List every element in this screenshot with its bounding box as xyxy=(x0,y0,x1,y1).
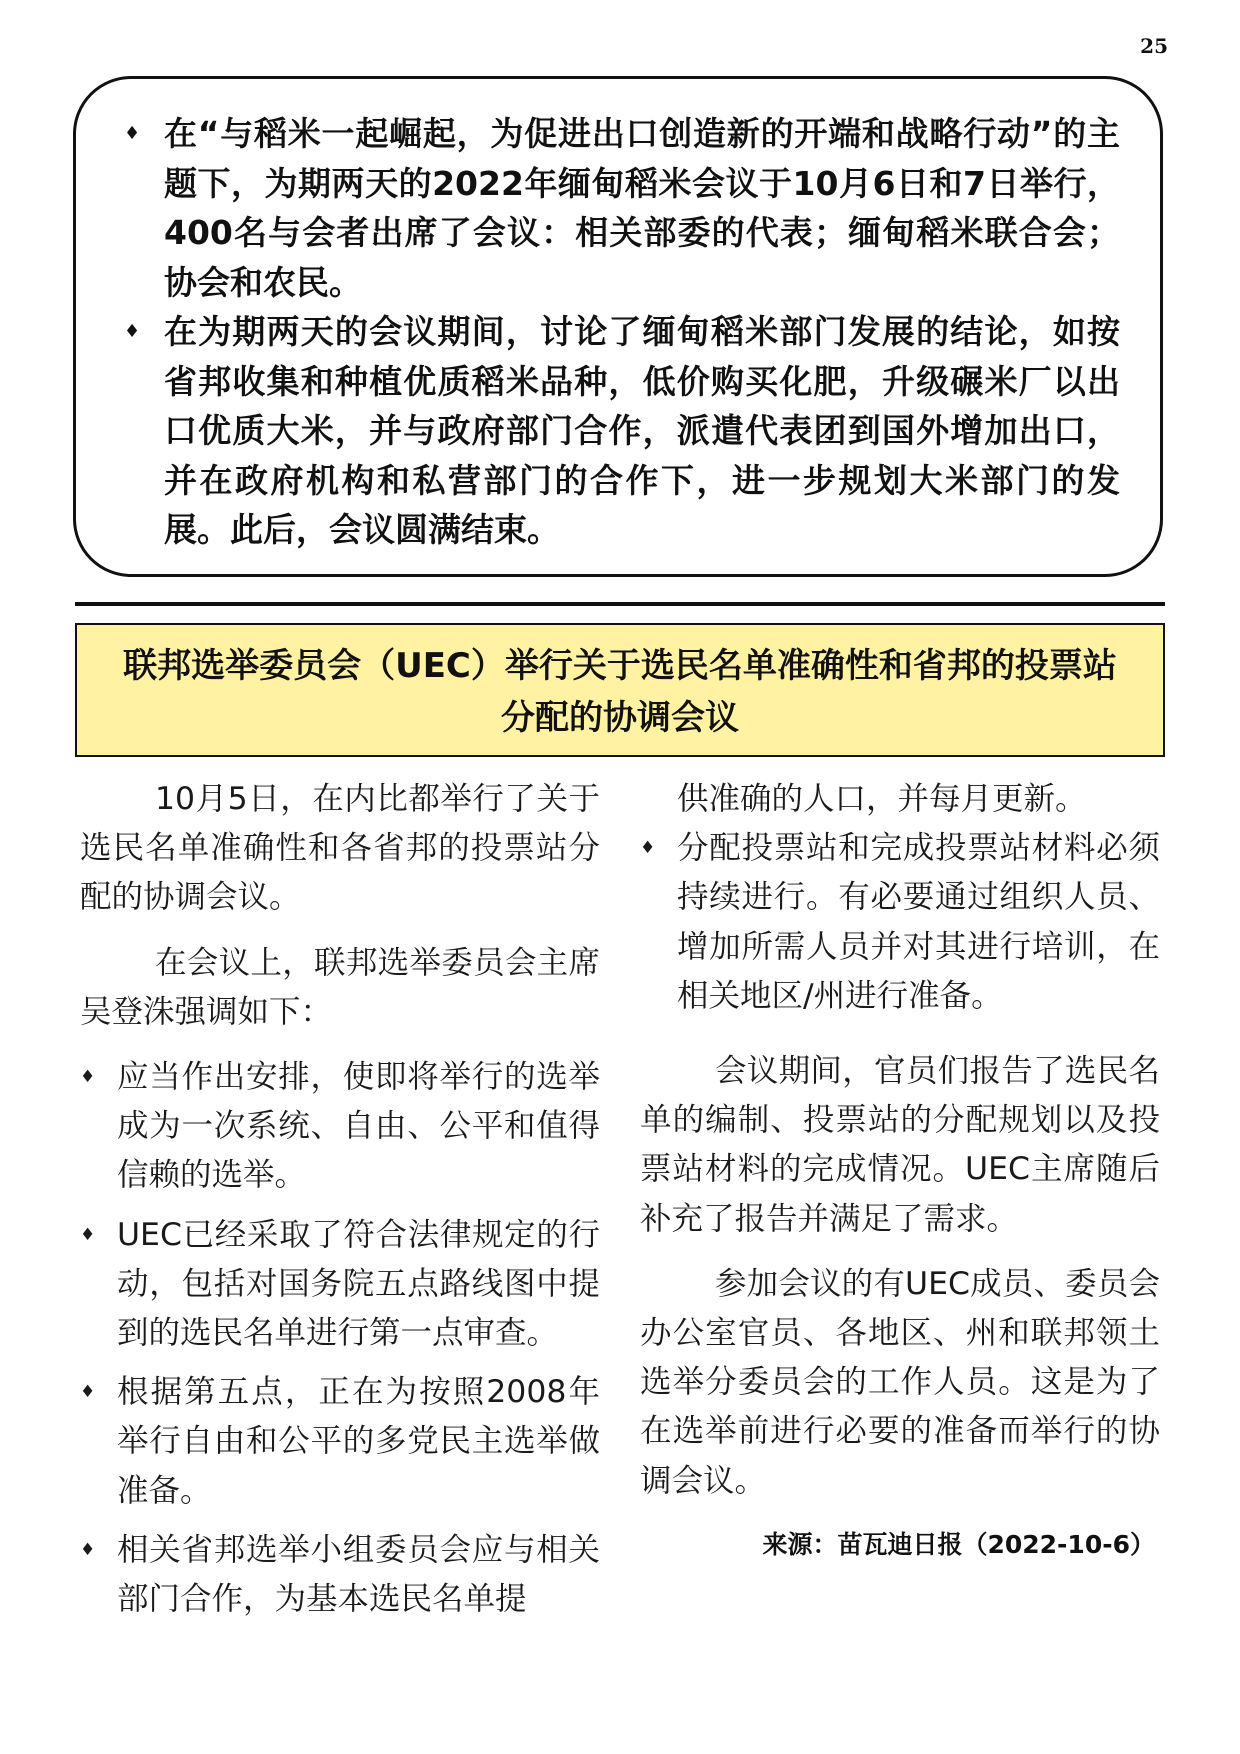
page-number: 25 xyxy=(1140,34,1168,58)
summary-item-text: 在为期两天的会议期间，讨论了缅甸稻米部门发展的结论，如按省邦收集和种植优质稻米品种，低价购买化肥，升级碾米厂以出口优质大米，并与政府部门合作，派遣代表团到国外增加出口，并在政府机构和私营部门的合作下，进一步规划大米部门的发展。此后，会议圆满结束。 xyxy=(164,312,1120,549)
article-paragraph: 在会议上，联邦选举委员会主席吴登洙强调如下： xyxy=(80,944,600,1030)
headline-line-2: 分配的协调会议 xyxy=(501,698,739,738)
list-item xyxy=(80,1211,600,1359)
list-item xyxy=(80,1368,600,1516)
article-paragraph: 10月5日，在内比都举行了关于选民名单准确性和各省邦的投票站分配的协调会议。 xyxy=(80,781,600,916)
headline-line-1: 联邦选举委员会（UEC）举行关于选民名单准确性和省邦的投票站 xyxy=(123,646,1117,686)
diamond-bullet-icon: ♦ xyxy=(124,321,141,342)
list-item xyxy=(80,1526,600,1624)
summary-item-text: 在“与稻米一起崛起，为促进出口创造新的开端和战略行动”的主题下，为期两天的2022年缅甸稻米会议于10月6日和7日举行，400名与会者出席了会议：相关部委的代表；缅甸稻米联合会；协会和农民。 xyxy=(164,114,1120,302)
diamond-bullet-icon: ♦ xyxy=(80,1067,96,1088)
list-item-text: UEC已经采取了符合法律规定的行动，包括对国务院五点路线图中提到的选民名单进行第一点审查。 xyxy=(117,1216,600,1352)
summary-item xyxy=(124,109,1120,307)
diamond-bullet-icon: ♦ xyxy=(124,123,141,144)
source-citation: 来源：苗瓦迪日报（2022-10-6） xyxy=(762,1530,1155,1559)
list-item-continuation: 供准确的人口，并每月更新。 xyxy=(677,781,1087,817)
article-headline xyxy=(75,623,1165,757)
list-item-text: 分配投票站和完成投票站材料必须持续进行。有必要通过组织人员、增加所需人员并对其进行培训，在相关地区/州进行准备。 xyxy=(677,830,1160,1014)
diamond-bullet-icon: ♦ xyxy=(80,1224,96,1245)
section-divider xyxy=(75,602,1165,606)
list-item-text: 应当作出安排，使即将举行的选举成为一次系统、自由、公平和值得信赖的选举。 xyxy=(117,1059,600,1194)
article-column-left xyxy=(80,775,600,1634)
article-paragraph: 参加会议的有UEC成员、委员会办公室官员、各地区、州和联邦领土选举分委员会的工作人员。这是为了在选举前进行必要的准备而举行的协调会议。 xyxy=(640,1265,1160,1499)
diamond-bullet-icon: ♦ xyxy=(80,1382,96,1403)
summary-box xyxy=(73,76,1163,577)
list-item xyxy=(80,1053,600,1201)
diamond-bullet-icon: ♦ xyxy=(640,838,656,859)
diamond-bullet-icon: ♦ xyxy=(80,1539,96,1560)
list-item-text: 相关省邦选举小组委员会应与相关部门合作，为基本选民名单提 xyxy=(117,1531,600,1618)
list-item xyxy=(640,824,1160,1021)
summary-item xyxy=(124,307,1120,555)
list-item-text: 根据第五点，正在为按照2008年举行自由和公平的多党民主选举做准备。 xyxy=(117,1374,600,1509)
article-column-right xyxy=(640,775,1160,1522)
article-paragraph: 会议期间，官员们报告了选民名单的编制、投票站的分配规划以及投票站材料的完成情况。UEC主席随后补充了报告并满足了需求。 xyxy=(640,1053,1160,1237)
